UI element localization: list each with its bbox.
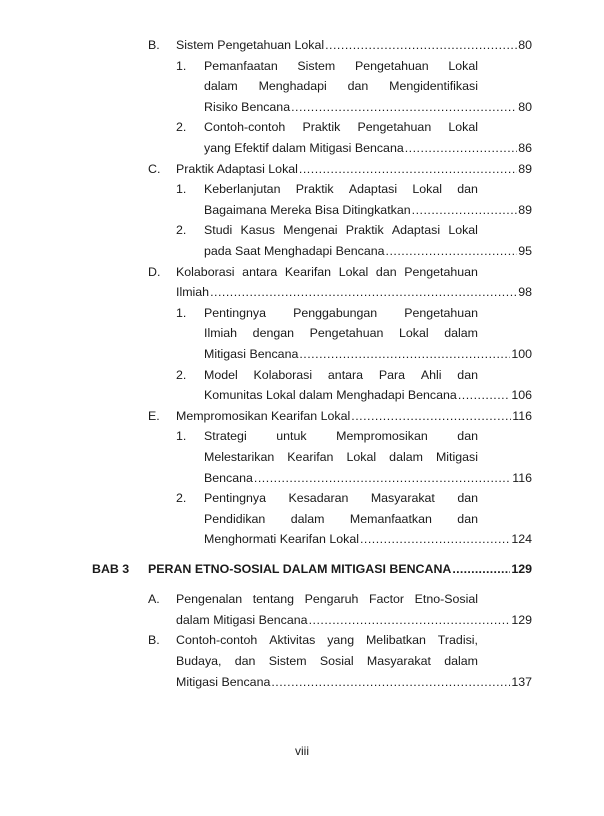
toc-entry-text: PERAN ETNO-SOSIAL DALAM MITIGASI BENCANA xyxy=(148,562,452,577)
section-entry-b[interactable] xyxy=(176,36,532,54)
toc-word: Factor xyxy=(368,592,405,607)
toc-word: dan xyxy=(347,79,369,94)
page-number: 106 xyxy=(511,388,532,403)
item-entry[interactable] xyxy=(204,530,532,548)
item-marker: 1. xyxy=(176,182,187,197)
dot-leader xyxy=(405,139,517,157)
page-number: 98 xyxy=(518,285,532,300)
toc-word: Mitigasi xyxy=(435,450,478,464)
toc-entry-text: Mitigasi Bencana xyxy=(176,674,271,689)
toc-word: dan xyxy=(457,367,478,382)
item-entry[interactable] xyxy=(204,98,532,116)
toc-word: Praktik xyxy=(295,182,334,197)
section-entry-bab3-b[interactable] xyxy=(176,673,532,691)
toc-word: dalam xyxy=(444,326,478,341)
toc-word: Pengetahuan xyxy=(404,264,478,279)
dot-leader xyxy=(210,283,517,301)
toc-word: dalam xyxy=(389,450,423,464)
toc-word: Pengenalan xyxy=(176,592,243,607)
section-marker: A. xyxy=(148,592,160,607)
item-text-line xyxy=(204,366,478,384)
page-number: 137 xyxy=(511,674,532,689)
toc-word: dan xyxy=(457,182,478,197)
toc-word: dengan xyxy=(252,326,295,341)
page-number: 89 xyxy=(518,161,532,176)
toc-word: Pengetahuan xyxy=(309,326,384,341)
item-text-line xyxy=(204,510,478,528)
item-text-line xyxy=(204,304,478,322)
toc-word: Lokal xyxy=(448,223,478,238)
item-entry[interactable] xyxy=(204,139,532,157)
toc-word: Keberlanjutan xyxy=(204,182,281,197)
item-marker: 2. xyxy=(176,120,187,135)
toc-word: Pentingnya xyxy=(204,491,267,506)
toc-word: Pengaruh xyxy=(304,592,359,607)
toc-word: Etno-Sosial xyxy=(414,592,478,607)
toc-entry-text: Bagaimana Mereka Bisa Ditingkatkan xyxy=(204,202,411,217)
toc-word: Praktik xyxy=(302,120,341,135)
toc-word: Kearifan xyxy=(284,264,332,279)
item-marker: 2. xyxy=(176,223,187,238)
toc-word: Pengetahuan xyxy=(404,305,478,320)
toc-word: Penggabungan xyxy=(293,305,378,320)
toc-word: Model xyxy=(204,367,238,382)
section-marker: D. xyxy=(148,264,161,279)
page-footer-number: viii xyxy=(295,744,309,758)
toc-word: Mengidentifikasi xyxy=(389,79,478,94)
toc-word: Pendidikan xyxy=(204,511,266,526)
page-number: 129 xyxy=(511,612,532,627)
toc-word: Memanfaatkan xyxy=(349,511,432,526)
item-marker: 2. xyxy=(176,491,187,506)
toc-word: dan xyxy=(375,264,397,279)
toc-entry-text: Risiko Bencana xyxy=(204,99,291,114)
toc-word: Kesadaran xyxy=(288,491,349,506)
toc-word: untuk xyxy=(276,429,307,444)
toc-entry-text: Bencana xyxy=(204,470,253,485)
toc-word: Menghadapi xyxy=(258,79,327,94)
toc-word: Pemanfaatan xyxy=(204,58,278,73)
item-text-line xyxy=(204,427,478,445)
item-text-line xyxy=(204,77,478,95)
page-number: 129 xyxy=(511,562,532,577)
section-marker: B. xyxy=(148,633,160,648)
page-number: 89 xyxy=(518,202,532,217)
toc-word: dalam xyxy=(204,79,238,94)
toc-word: Kolaborasi xyxy=(253,367,313,382)
toc-word: Lokal xyxy=(346,450,377,464)
page-number: 80 xyxy=(518,38,532,52)
dot-leader xyxy=(458,386,511,404)
item-text-line xyxy=(204,57,478,75)
toc-word: tentang xyxy=(252,592,295,607)
toc-word: Budaya, xyxy=(176,653,222,668)
item-text-line xyxy=(204,489,478,507)
section-entry-c[interactable] xyxy=(176,160,532,178)
toc-word: Mengenai xyxy=(283,223,338,238)
toc-word: Kasus xyxy=(240,223,275,238)
item-entry[interactable] xyxy=(204,469,532,487)
page-number: 100 xyxy=(511,347,532,361)
toc-word: Pengetahuan xyxy=(357,120,432,135)
dot-leader xyxy=(412,201,518,219)
toc-word: Masyarakat xyxy=(366,653,431,668)
toc-word: Adaptasi xyxy=(348,182,398,197)
toc-word: Lokal xyxy=(412,182,442,197)
toc-entry-text: Sistem Pengetahuan Lokal xyxy=(176,38,325,52)
item-text-line xyxy=(204,118,478,136)
toc-word: antara xyxy=(242,264,278,279)
dot-leader xyxy=(351,407,511,425)
item-text-line xyxy=(204,180,478,198)
item-text-line xyxy=(204,221,478,239)
page-number: 116 xyxy=(512,408,532,423)
toc-word: dan xyxy=(457,511,478,526)
page-number: 124 xyxy=(511,532,532,547)
toc-word: dalam xyxy=(444,653,478,668)
toc-word: yang xyxy=(327,633,355,648)
item-entry[interactable] xyxy=(204,201,532,219)
item-text-line xyxy=(204,324,478,342)
dot-leader xyxy=(309,611,511,629)
section-entry-d[interactable] xyxy=(176,283,532,301)
dot-leader xyxy=(299,345,510,363)
toc-word: dan xyxy=(457,429,478,444)
section-entry-bab3-a[interactable] xyxy=(176,611,532,629)
dot-leader xyxy=(360,530,510,548)
toc-word: dan xyxy=(234,653,256,668)
page-number: 86 xyxy=(518,141,532,155)
item-marker: 2. xyxy=(176,367,187,382)
page-number: 95 xyxy=(518,244,532,258)
toc-word: Praktik xyxy=(345,223,384,238)
dot-leader xyxy=(291,98,517,116)
toc-word: dalam xyxy=(290,511,325,526)
toc-word: Tradisi, xyxy=(437,633,478,648)
item-marker: 1. xyxy=(176,429,187,444)
toc-word: Lokal xyxy=(398,326,429,341)
toc-entry-text: yang Efektif dalam Mitigasi Bencana xyxy=(204,141,404,155)
dot-leader xyxy=(271,673,510,691)
chapter-entry-bab3[interactable] xyxy=(148,560,532,578)
item-marker: 1. xyxy=(176,305,187,320)
toc-word: Sistem xyxy=(297,58,336,73)
toc-word: dan xyxy=(457,491,478,506)
toc-word: Kolaborasi xyxy=(176,264,235,279)
item-entry[interactable] xyxy=(204,386,532,404)
toc-word: Strategi xyxy=(204,429,247,444)
toc-word: Sosial xyxy=(319,653,354,668)
toc-word: Lokal xyxy=(338,264,369,279)
toc-word: Lokal xyxy=(448,120,478,135)
section-title-line xyxy=(176,652,478,670)
toc-entry-text: dalam Mitigasi Bencana xyxy=(176,612,308,627)
toc-word: Aktivitas xyxy=(269,633,316,648)
toc-word: Lokal xyxy=(448,58,478,73)
section-title-line xyxy=(176,590,478,608)
section-marker: B. xyxy=(148,38,160,52)
toc-word: Melestarikan xyxy=(204,450,275,464)
toc-entry-text: Praktik Adaptasi Lokal xyxy=(176,161,298,176)
section-marker: E. xyxy=(148,408,160,423)
dot-leader xyxy=(452,560,510,578)
section-title-line xyxy=(176,263,478,281)
item-marker: 1. xyxy=(176,58,187,73)
dot-leader xyxy=(386,242,518,260)
toc-word: Contoh-contoh xyxy=(204,120,286,135)
item-text-line xyxy=(204,448,478,466)
toc-word: antara xyxy=(327,367,364,382)
toc-word: Adaptasi xyxy=(391,223,441,238)
toc-word: Para xyxy=(378,367,406,382)
toc-word: Ahli xyxy=(420,367,442,382)
toc-entry-text: Ilmiah xyxy=(176,285,210,300)
toc-word: Melibatkan xyxy=(365,633,426,648)
toc-entry-text: pada Saat Menghadapi Bencana xyxy=(204,244,385,258)
toc-entry-text: Menghormati Kearifan Lokal xyxy=(204,532,359,547)
page-number: 80 xyxy=(518,99,532,114)
item-entry[interactable] xyxy=(204,242,532,260)
section-title-line xyxy=(176,631,478,649)
toc-word: Masyarakat xyxy=(370,491,435,506)
item-entry[interactable] xyxy=(204,345,532,363)
toc-word: Ilmiah xyxy=(204,326,238,341)
chapter-label: BAB 3 xyxy=(92,562,130,577)
toc-word: Mempromosikan xyxy=(336,429,428,444)
section-marker: C. xyxy=(148,161,161,176)
toc-word: Contoh-contoh xyxy=(176,633,258,648)
toc-entry-text: Mempromosikan Kearifan Lokal xyxy=(176,408,351,423)
toc-word: Kearifan xyxy=(287,450,334,464)
dot-leader xyxy=(325,36,517,54)
toc-entry-text: Komunitas Lokal dalam Menghadapi Bencana xyxy=(204,388,457,403)
toc-word: Sistem xyxy=(268,653,307,668)
toc-word: Pentingnya xyxy=(204,305,267,320)
section-entry-e[interactable] xyxy=(176,407,532,425)
toc-word: Pengetahuan xyxy=(354,58,429,73)
page-number: 116 xyxy=(512,470,532,485)
toc-word: Studi xyxy=(204,223,233,238)
toc-entry-text: Mitigasi Bencana xyxy=(204,347,299,361)
dot-leader xyxy=(299,160,517,178)
dot-leader xyxy=(254,469,511,487)
